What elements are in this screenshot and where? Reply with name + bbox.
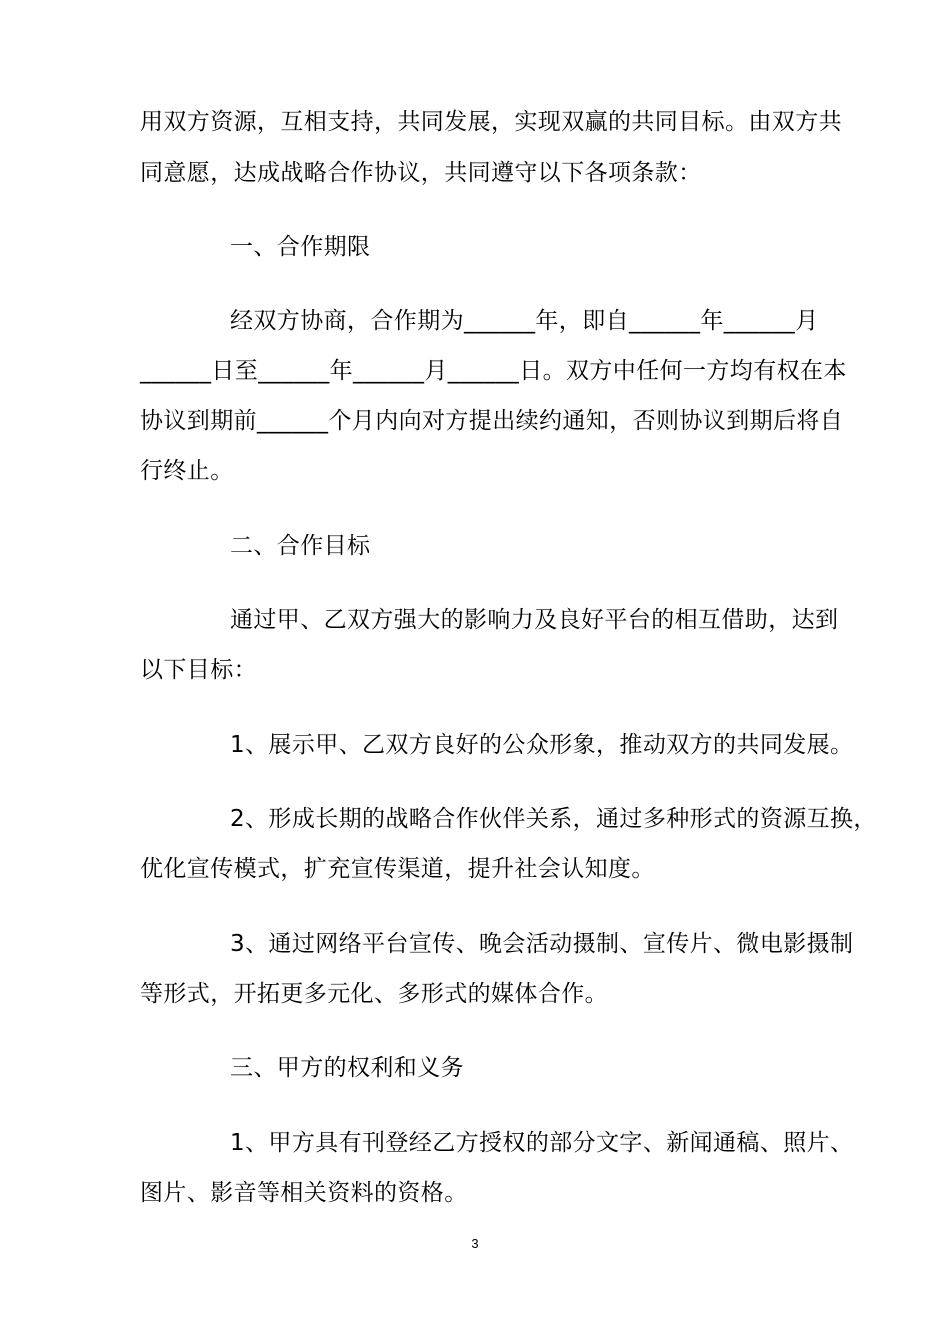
- body-text-line: ______日至______年______月______日。双方中任何一方均有权在本: [140, 358, 847, 384]
- body-text-line: 用双方资源，互相支持，共同发展，实现双赢的共同目标。由双方共: [140, 109, 842, 135]
- body-text-line: 经双方协商，合作期为______年，即自______年______月: [230, 308, 819, 334]
- section-heading-term: 一、合作期限: [230, 234, 371, 260]
- list-item-1: 1、展示甲、乙双方良好的公众形象，推动双方的共同发展。: [230, 732, 854, 758]
- section-heading-goals: 二、合作目标: [230, 533, 371, 559]
- body-text-line: 行终止。: [140, 458, 234, 484]
- body-text-line: 图片、影音等相关资料的资格。: [140, 1180, 468, 1206]
- section-heading-party-a: 三、甲方的权利和义务: [230, 1055, 464, 1081]
- list-item-1: 1、甲方具有刊登经乙方授权的部分文字、新闻通稿、照片、: [230, 1130, 854, 1156]
- list-item-2: 2、形成长期的战略合作伙伴关系，通过多种形式的资源互换，: [230, 806, 877, 832]
- list-item-3: 3、通过网络平台宣传、晚会活动摄制、宣传片、微电影摄制: [230, 931, 854, 957]
- body-text-line: 同意愿，达成战略合作协议，共同遵守以下各项条款：: [140, 160, 702, 186]
- page-number: 3: [471, 1236, 479, 1251]
- body-text-line: 优化宣传模式，扩充宣传渠道，提升社会认知度。: [140, 856, 655, 882]
- body-text-line: 通过甲、乙双方强大的影响力及良好平台的相互借助，达到: [230, 607, 839, 633]
- body-text-line: 等形式，开拓更多元化、多形式的媒体合作。: [140, 981, 608, 1007]
- body-text-line: 以下目标：: [140, 657, 257, 683]
- body-text-line: 协议到期前______个月内向对方提出续约通知，否则协议到期后将自: [140, 408, 844, 434]
